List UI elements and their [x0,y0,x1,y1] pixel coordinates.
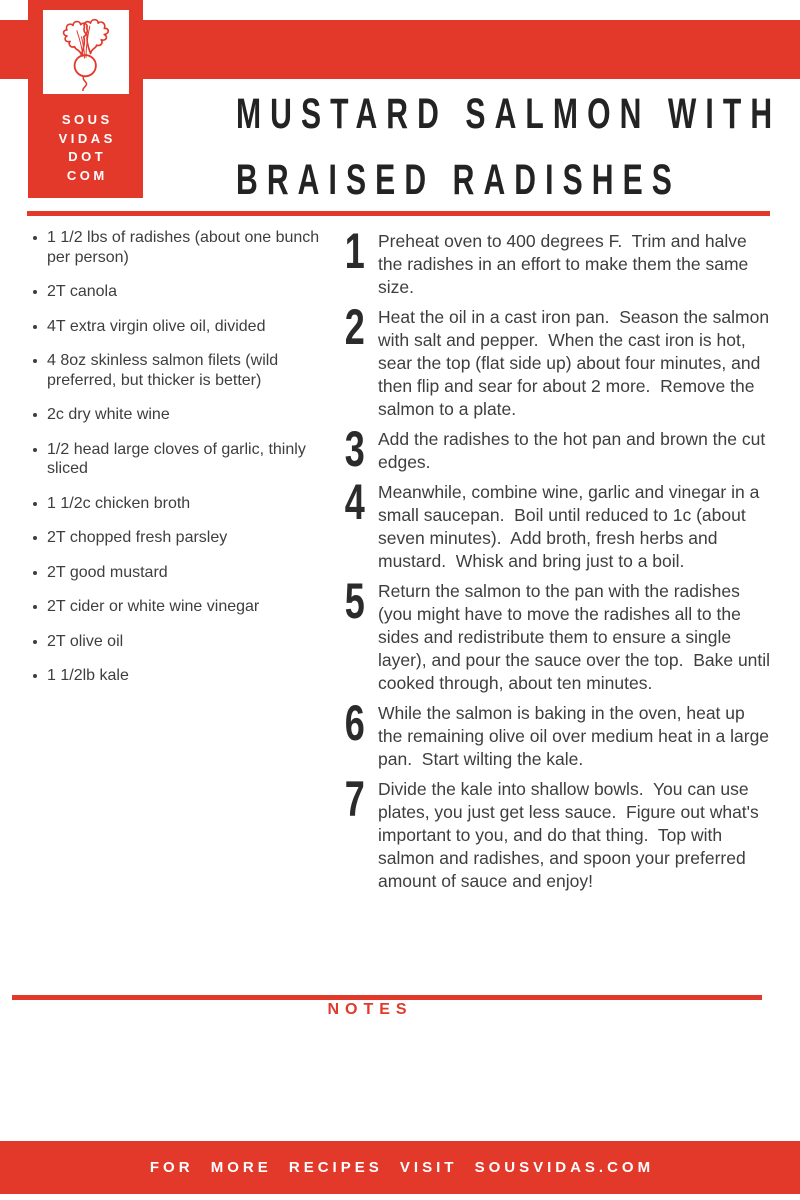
ingredient-item [33,563,325,583]
ingredient-item [33,317,325,337]
recipe-title-line-2: BRAISED RADISHES [236,156,681,204]
bullet-dot-icon [33,413,37,417]
bullet-dot-icon [33,640,37,644]
bullet-dot-icon [33,325,37,329]
ingredient-item [33,282,325,302]
ingredient-text: 1 1/2c chicken broth [47,494,191,512]
ingredient-item [33,405,325,425]
ingredient-text: 2T canola [47,283,117,300]
ingredient-text: 4 8oz skinless salmon filets (wild preferred, but thicker is better) [47,352,279,389]
step-text: Return the salmon to the pan with the radishes (you might have to move the radishes all to the sides and redistribute them to ensure a single layer), and pour the sauce over the top. Bake until cooked through, about ten minutes. [378,581,775,693]
bullet-dot-icon [33,605,37,609]
bullet-dot-icon [33,236,37,240]
brand-logo-block [28,0,143,198]
step-text: Add the radishes to the hot pan and brown the cut edges. [378,429,771,472]
ingredient-item [33,440,325,479]
brand-word: SOUS [61,112,113,127]
ingredient-list [33,228,325,701]
footer-accent-bar [0,1141,800,1194]
bullet-dot-icon [33,536,37,540]
step-number: 3 [344,421,365,477]
step-text: Preheat oven to 400 degrees F. Trim and halve the radishes in an effort to make them the same size. [378,231,754,297]
step-text: Meanwhile, combine wine, garlic and vinegar in a small saucepan. Boil until reduced to 1c (about seven minutes). Add broth, fresh herbs and mustard. Whisk and bring just to a boil. [378,482,765,571]
bullet-dot-icon [33,571,37,575]
brand-wordmark [28,111,143,185]
ingredient-item [33,528,325,548]
instruction-step [344,695,774,771]
step-number: 1 [344,223,365,279]
instruction-step [344,421,772,477]
recipe-title-line-1: MUSTARD SALMON WITH [236,90,782,138]
radish-bunch-icon [43,10,129,94]
instruction-step [344,771,772,893]
step-text: While the salmon is baking in the oven, heat up the remaining olive oil over medium heat in a large pan. Start wilting the kale. [378,703,774,769]
ingredient-text: 2T good mustard [47,563,168,581]
notes-heading: NOTES [327,1001,413,1018]
ingredient-item [33,228,325,267]
bullet-dot-icon [33,674,37,678]
instruction-step [344,474,772,573]
ingredient-item [33,494,325,514]
step-number: 5 [344,573,365,629]
brand-word: VIDAS [58,130,116,146]
step-number: 7 [344,771,365,827]
instruction-step [344,573,775,695]
ingredient-text: 1 1/2 lbs of radishes (about one bunch per person) [47,229,320,266]
step-number: 6 [344,695,365,751]
ingredient-text: 1/2 head large cloves of garlic, thinly sliced [47,440,306,477]
title-divider-rule [27,211,770,216]
ingredient-text: 2c dry white wine [47,406,170,423]
instruction-step [344,223,772,299]
bullet-dot-icon [33,448,37,452]
brand-word: COM [66,167,108,183]
step-text: Divide the kale into shallow bowls. You can use plates, you just get less sauce. Figure out what's important to you, and do that thing. Top with salmon and radishes, and spoon your preferred amount of sauce and enjoy! [378,779,764,891]
notes-divider-rule [12,995,762,1000]
bullet-dot-icon [33,290,37,294]
instruction-list [344,223,775,900]
instruction-step [344,299,774,421]
step-text: Heat the oil in a cast iron pan. Season the salmon with salt and pepper. When the cast iron is hot, sear the top (flat side up) about four minutes, and then flip and sear for about 2 more. Remove the salmon to a plate. [378,307,774,419]
ingredient-item [33,597,325,617]
ingredient-text: 2T cider or white wine vinegar [47,598,260,615]
ingredient-item [33,666,325,686]
footer-message: FOR MORE RECIPES VISIT SOUSVIDAS.COM [149,1159,655,1176]
ingredient-text: 2T chopped fresh parsley [47,529,228,546]
step-number: 2 [344,299,365,355]
recipe-title [155,81,782,213]
bullet-dot-icon [33,359,37,363]
ingredient-item [33,632,325,652]
ingredient-text: 2T olive oil [47,632,124,650]
ingredient-text: 4T extra virgin olive oil, divided [47,317,266,335]
brand-word: DOT [68,149,107,164]
bullet-dot-icon [33,502,37,506]
step-number: 4 [344,474,365,530]
ingredient-text: 1 1/2lb kale [47,667,129,684]
ingredient-item [33,351,325,390]
